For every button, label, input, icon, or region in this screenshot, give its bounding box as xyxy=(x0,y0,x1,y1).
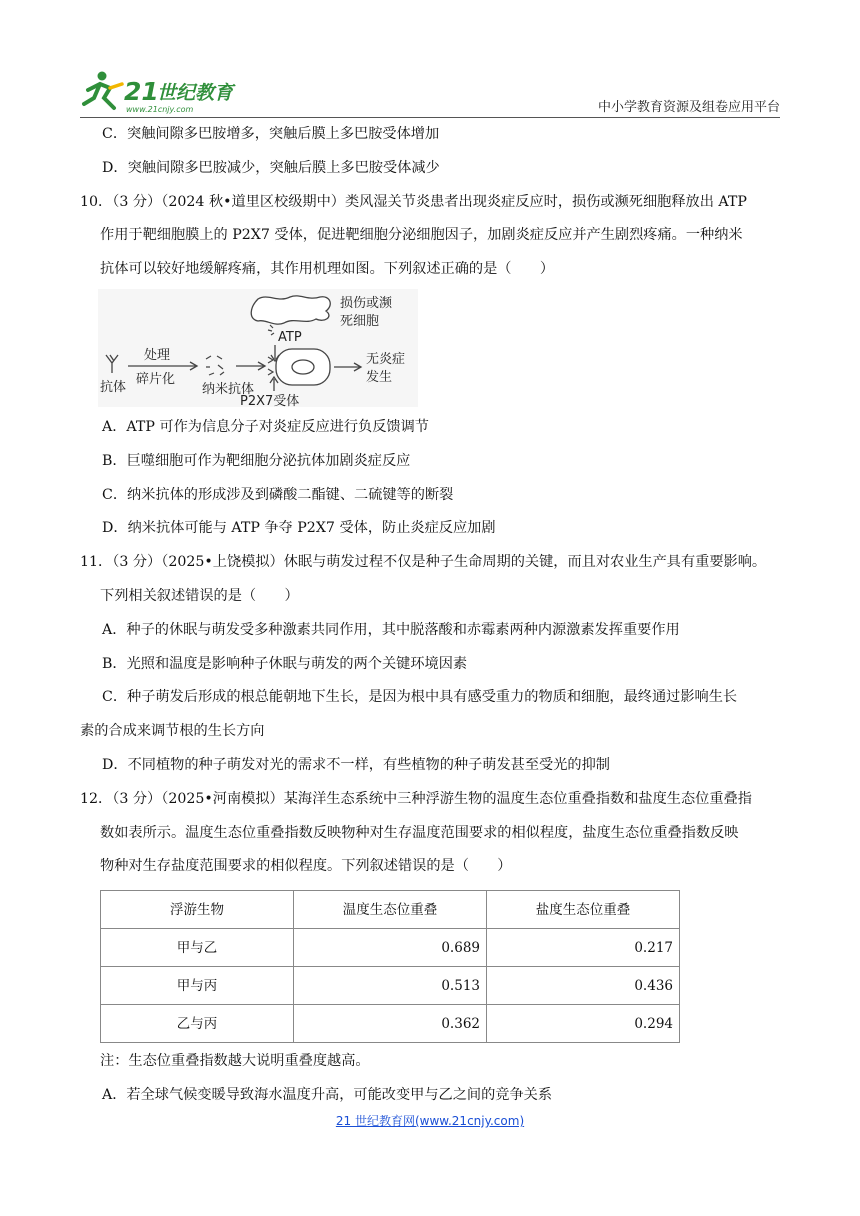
q11-option-b: B．光照和温度是影响种子休眠与萌发的两个关键环境因素 xyxy=(102,655,468,672)
table-header-cell: 浮游生物 xyxy=(101,891,294,929)
q10-mechanism-diagram xyxy=(98,289,780,407)
process-label-1: 处理 xyxy=(144,347,171,363)
table-header-cell: 盐度生态位重叠 xyxy=(487,891,680,929)
table-row xyxy=(101,1005,680,1043)
table-cell: 0.217 xyxy=(487,929,680,967)
table-cell: 0.362 xyxy=(294,1005,487,1043)
q12-stem-line2: 数如表所示。温度生态位重叠指数反映物种对生存温度范围要求的相似程度，盐度生态位重叠指数反映 xyxy=(100,824,739,841)
q12-stem-line1: 12．（3 分）（2025•河南模拟）某海洋生态系统中三种浮游生物的温度生态位重叠指数和盐度生态位重叠指 xyxy=(80,790,752,807)
page-header xyxy=(80,66,780,118)
q10-option-c: C．纳米抗体的形成涉及到磷酸二酯键、二硫键等的断裂 xyxy=(102,486,454,503)
svg-text:www.21cnjy.com: www.21cnjy.com xyxy=(126,105,194,114)
table-cell: 0.294 xyxy=(487,1005,680,1043)
page-content xyxy=(80,118,780,1113)
receptor-label: P2X7受体 xyxy=(240,393,300,407)
q10-stem-line1: 10．（3 分）（2024 秋•道里区校级期中）类风湿关节炎患者出现炎症反应时，损伤或濒死细胞释放出 ATP xyxy=(80,193,747,210)
q11-option-c-line2: 素的合成来调节根的生长方向 xyxy=(80,723,265,740)
table-cell: 0.689 xyxy=(294,929,487,967)
q10-option-a: A．ATP 可作为信息分子对炎症反应进行负反馈调节 xyxy=(102,418,429,435)
q9-option-d: D．突触间隙多巴胺减少，突触后膜上多巴胺受体减少 xyxy=(102,159,440,176)
antibody-label: 抗体 xyxy=(100,379,127,395)
q11-stem-line1: 11．（3 分）（2025•上饶模拟）休眠与萌发过程不仅是种子生命周期的关键，而且对农业生产具有重要影响。 xyxy=(80,554,767,571)
result-label-1: 无炎症 xyxy=(366,351,406,367)
q11-stem-line2: 下列相关叙述错误的是（ ） xyxy=(100,587,299,604)
table-cell: 甲与乙 xyxy=(101,929,294,967)
table-cell: 乙与丙 xyxy=(101,1005,294,1043)
q10-stem-line2: 作用于靶细胞膜上的 P2X7 受体，促进靶细胞分泌细胞因子，加剧炎症反应并产生剧烈疼痛。一种纳米 xyxy=(100,227,743,244)
svg-text:21: 21 xyxy=(124,77,159,106)
damaged-cell-shape xyxy=(251,296,330,324)
q10-stem-line3: 抗体可以较好地缓解疼痛，其作用机理如图。下列叙述正确的是（ ） xyxy=(100,261,555,278)
q12-stem-line3: 物种对生存盐度范围要求的相似程度。下列叙述错误的是（ ） xyxy=(100,858,512,875)
q11-option-a: A．种子的休眠与萌发受多种激素共同作用，其中脱落酸和赤霉素两种内源激素发挥重要作用 xyxy=(102,621,680,638)
q12-option-a: A．若全球气候变暖导致海水温度升高，可能改变甲与乙之间的竞争关系 xyxy=(102,1086,553,1103)
table-row xyxy=(101,929,680,967)
atp-label: ATP xyxy=(278,329,302,345)
table-header-row xyxy=(101,891,680,929)
q9-option-c: C．突触间隙多巴胺增多，突触后膜上多巴胺受体增加 xyxy=(102,126,440,142)
q11-option-c-line1: C．种子萌发后形成的根总能朝地下生长，是因为根中具有感受重力的物质和细胞，最终通过影响生长 xyxy=(102,689,738,706)
svg-text:世纪教育: 世纪教育 xyxy=(157,82,234,104)
table-row xyxy=(101,967,680,1005)
table-cell: 0.436 xyxy=(487,967,680,1005)
q10-option-d: D．纳米抗体可能与 ATP 争夺 P2X7 受体，防止炎症反应加剧 xyxy=(102,520,496,537)
table-cell: 0.513 xyxy=(294,967,487,1005)
process-label-2: 碎片化 xyxy=(136,371,176,387)
q12-table-note: 注：生态位重叠指数越大说明重叠度越高。 xyxy=(100,1053,370,1070)
nano-antibody-label: 纳米抗体 xyxy=(202,381,255,397)
damaged-cell-label-2: 死细胞 xyxy=(340,313,380,329)
q11-option-d: D．不同植物的种子萌发对光的需求不一样，有些植物的种子萌发甚至受光的抑制 xyxy=(102,756,610,773)
logo-21cnjy xyxy=(80,68,250,116)
footer-link[interactable]: 21 世纪教育网(www.21cnjy.com) xyxy=(335,1114,525,1128)
damaged-cell-label-1: 损伤或濒 xyxy=(340,295,393,311)
table-cell: 甲与丙 xyxy=(101,967,294,1005)
platform-name: 中小学教育资源及组卷应用平台 xyxy=(597,100,780,115)
result-label-2: 发生 xyxy=(366,369,393,385)
table-header-cell: 温度生态位重叠 xyxy=(294,891,487,929)
q10-option-b: B．巨噬细胞可作为靶细胞分泌抗体加剧炎症反应 xyxy=(102,452,411,469)
niche-overlap-table xyxy=(100,890,680,1043)
